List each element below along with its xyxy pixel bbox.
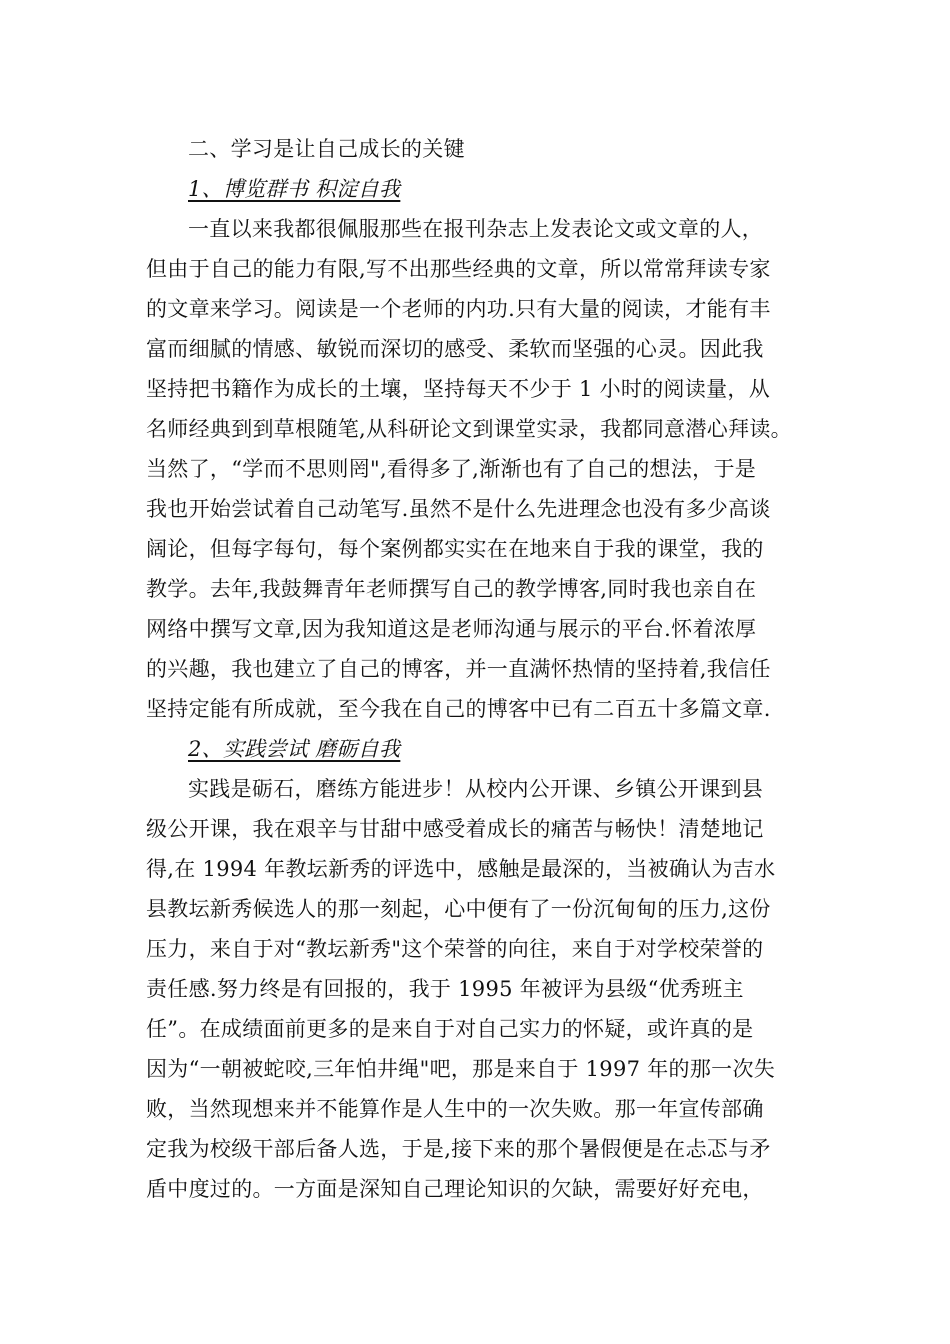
paragraph-line: 坚持定能有所成就，至今我在自己的博客中已有二百五十多篇文章. <box>146 697 771 721</box>
subsection-title-1: 1、博览群书 积淀自我 <box>188 177 401 201</box>
paragraph-line: 名师经典到到草根随笔,从科研论文到课堂实录，我都同意潜心拜读。 <box>146 417 792 441</box>
subsection-title-2: 2、实践尝试 磨砺自我 <box>188 737 401 761</box>
paragraph-line: 败，当然现想来并不能算作是人生中的一次失败。那一年宣传部确 <box>146 1097 764 1121</box>
paragraph-line: 教学。去年,我鼓舞青年老师撰写自己的教学博客,同时我也亲自在 <box>146 577 757 601</box>
section-heading: 二、学习是让自己成长的关键 <box>188 137 465 161</box>
paragraph-line: 级公开课，我在艰辛与甘甜中感受着成长的痛苦与畅快！清楚地记 <box>146 817 764 841</box>
paragraph-line: 的文章来学习。阅读是一个老师的内功.只有大量的阅读，才能有丰 <box>146 297 771 321</box>
paragraph-line: 阔论，但每字每句，每个案例都实实在在地来自于我的课堂，我的 <box>146 537 764 561</box>
paragraph-line: 县教坛新秀候选人的那一刻起，心中便有了一份沉甸甸的压力,这份 <box>146 897 771 921</box>
paragraph-line: 一直以来我都很佩服那些在报刊杂志上发表论文或文章的人， <box>188 217 764 241</box>
paragraph-line: 盾中度过的。一方面是深知自己理论知识的欠缺，需要好好充电， <box>146 1177 764 1201</box>
paragraph-line: 定我为校级干部后备人选，于是,接下来的那个暑假便是在忐忑与矛 <box>146 1137 771 1161</box>
paragraph-line: 坚持把书籍作为成长的土壤，坚持每天不少于 1 小时的阅读量，从 <box>146 377 771 401</box>
paragraph-line: 我也开始尝试着自己动笔写.虽然不是什么先进理念也没有多少高谈 <box>146 497 771 521</box>
paragraph-line: 因为“一朝被蛇咬,三年怕井绳"吧，那是来自于 1997 年的那一次失 <box>146 1057 776 1081</box>
paragraph-line: 网络中撰写文章,因为我知道这是老师沟通与展示的平台.怀着浓厚 <box>146 617 757 641</box>
paragraph-line: 实践是砺石，磨练方能进步！从校内公开课、乡镇公开课到县 <box>188 777 764 801</box>
paragraph-line: 压力，来自于对“教坛新秀"这个荣誉的向往，来自于对学校荣誉的 <box>146 937 764 961</box>
paragraph-line: 当然了，“学而不思则罔",看得多了,渐渐也有了自己的想法，于是 <box>146 457 757 481</box>
paragraph-line: 但由于自己的能力有限,写不出那些经典的文章，所以常常拜读专家 <box>146 257 771 281</box>
paragraph-line: 任”。在成绩面前更多的是来自于对自己实力的怀疑，或许真的是 <box>146 1017 754 1041</box>
paragraph-line: 得,在 1994 年教坛新秀的评选中，感触是最深的，当被确认为吉水 <box>146 857 776 881</box>
paragraph-line: 的兴趣，我也建立了自己的博客，并一直满怀热情的坚持着,我信任 <box>146 657 771 681</box>
paragraph-line: 责任感.努力终是有回报的，我于 1995 年被评为县级“优秀班主 <box>146 977 744 1001</box>
paragraph-line: 富而细腻的情感、敏锐而深切的感受、柔软而坚强的心灵。因此我 <box>146 337 764 361</box>
